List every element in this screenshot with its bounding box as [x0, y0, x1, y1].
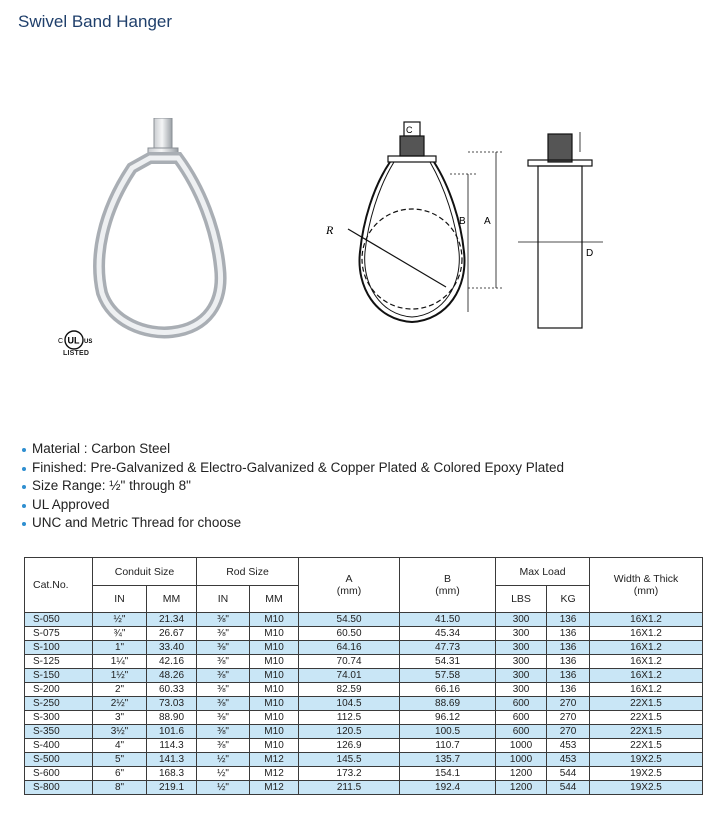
table-row	[25, 739, 703, 753]
cell-b: 110.7	[400, 739, 496, 753]
cell-rod-in: ½"	[197, 753, 250, 767]
cell-a: 82.59	[299, 683, 400, 697]
cell-rod-mm: M10	[250, 655, 299, 669]
cell-b: 192.4	[400, 781, 496, 795]
cell-width-thick: 16X1.2	[590, 655, 703, 669]
cell-conduit-in: 3½"	[93, 725, 147, 739]
cell-conduit-mm: 26.67	[147, 627, 197, 641]
cell-cat-no: S-125	[25, 655, 93, 669]
technical-drawing	[318, 112, 608, 342]
col-header-rod-mm: MM	[250, 586, 299, 613]
cell-lbs: 300	[496, 655, 547, 669]
cell-a: 54.50	[299, 613, 400, 627]
col-header-b-label: B	[444, 573, 452, 585]
col-header-a-unit: (mm)	[336, 585, 362, 597]
cell-a: 173.2	[299, 767, 400, 781]
col-header-kg: KG	[547, 586, 590, 613]
cell-kg: 270	[547, 697, 590, 711]
cell-b: 154.1	[400, 767, 496, 781]
cell-rod-mm: M10	[250, 613, 299, 627]
cell-conduit-mm: 60.33	[147, 683, 197, 697]
cell-lbs: 300	[496, 669, 547, 683]
ul-listed-text: LISTED	[63, 350, 90, 357]
cell-rod-mm: M10	[250, 725, 299, 739]
cell-cat-no: S-075	[25, 627, 93, 641]
cell-conduit-in: 6"	[93, 767, 147, 781]
ul-mark: UL	[67, 335, 80, 346]
cell-kg: 453	[547, 753, 590, 767]
ul-listed-logo	[56, 326, 100, 352]
cell-width-thick: 19X2.5	[590, 767, 703, 781]
cell-a: 145.5	[299, 753, 400, 767]
ul-c-mark: C	[58, 338, 64, 345]
col-header-conduit-in: IN	[93, 586, 147, 613]
table-row	[25, 753, 703, 767]
label-b: B	[459, 216, 466, 227]
cell-width-thick: 16X1.2	[590, 669, 703, 683]
cell-kg: 136	[547, 627, 590, 641]
cell-rod-in: ⅜"	[197, 725, 250, 739]
cell-width-thick: 16X1.2	[590, 627, 703, 641]
cell-b: 54.31	[400, 655, 496, 669]
cell-conduit-in: 1"	[93, 641, 147, 655]
cell-conduit-mm: 101.6	[147, 725, 197, 739]
col-header-rod-in: IN	[197, 586, 250, 613]
cell-conduit-mm: 33.40	[147, 641, 197, 655]
cell-width-thick: 22X1.5	[590, 711, 703, 725]
feature-item-ul-approved: UL Approved	[22, 496, 564, 515]
cell-rod-in: ⅜"	[197, 627, 250, 641]
cell-rod-mm: M10	[250, 627, 299, 641]
table-row	[25, 711, 703, 725]
cell-b: 57.58	[400, 669, 496, 683]
cell-lbs: 1200	[496, 767, 547, 781]
cell-cat-no: S-050	[25, 613, 93, 627]
cell-conduit-in: 1½"	[93, 669, 147, 683]
col-header-b	[400, 558, 496, 613]
cell-lbs: 300	[496, 627, 547, 641]
cell-rod-in: ⅜"	[197, 669, 250, 683]
table-row	[25, 683, 703, 697]
col-header-a-label: A	[345, 573, 353, 585]
cell-kg: 453	[547, 739, 590, 753]
label-d: D	[586, 248, 594, 259]
cell-rod-mm: M10	[250, 641, 299, 655]
ul-us-mark: US	[84, 339, 93, 345]
cell-lbs: 1000	[496, 739, 547, 753]
feature-item-material: Material : Carbon Steel	[22, 440, 564, 459]
cell-conduit-in: 5"	[93, 753, 147, 767]
feature-item-size-range: Size Range: ½" through 8"	[22, 477, 564, 496]
cell-conduit-in: ¾"	[93, 627, 147, 641]
cell-rod-mm: M10	[250, 739, 299, 753]
cell-b: 41.50	[400, 613, 496, 627]
cell-a: 112.5	[299, 711, 400, 725]
cell-cat-no: S-200	[25, 683, 93, 697]
cell-a: 70.74	[299, 655, 400, 669]
label-r: R	[326, 223, 334, 237]
cell-cat-no: S-400	[25, 739, 93, 753]
cell-rod-in: ⅜"	[197, 711, 250, 725]
spec-table	[24, 557, 703, 795]
col-header-width-thick-unit: (mm)	[633, 585, 659, 597]
cell-kg: 136	[547, 683, 590, 697]
cell-width-thick: 19X2.5	[590, 753, 703, 767]
cell-rod-in: ⅜"	[197, 613, 250, 627]
cell-b: 100.5	[400, 725, 496, 739]
cell-conduit-mm: 48.26	[147, 669, 197, 683]
cell-cat-no: S-150	[25, 669, 93, 683]
table-row	[25, 655, 703, 669]
cell-rod-mm: M10	[250, 711, 299, 725]
cell-rod-mm: M10	[250, 669, 299, 683]
cell-rod-mm: M12	[250, 767, 299, 781]
cell-lbs: 1000	[496, 753, 547, 767]
cell-conduit-in: 4"	[93, 739, 147, 753]
cell-kg: 136	[547, 655, 590, 669]
cell-cat-no: S-800	[25, 781, 93, 795]
table-row	[25, 613, 703, 627]
col-header-a	[299, 558, 400, 613]
cell-kg: 544	[547, 781, 590, 795]
cell-a: 64.16	[299, 641, 400, 655]
cell-a: 120.5	[299, 725, 400, 739]
cell-b: 47.73	[400, 641, 496, 655]
cell-conduit-mm: 168.3	[147, 767, 197, 781]
cell-a: 74.01	[299, 669, 400, 683]
cell-conduit-in: 8"	[93, 781, 147, 795]
cell-conduit-mm: 21.34	[147, 613, 197, 627]
col-header-max-load: Max Load	[496, 558, 590, 586]
cell-lbs: 600	[496, 711, 547, 725]
cell-a: 104.5	[299, 697, 400, 711]
cell-a: 126.9	[299, 739, 400, 753]
cell-cat-no: S-300	[25, 711, 93, 725]
page-title: Swivel Band Hanger	[18, 12, 173, 31]
product-photo	[92, 118, 242, 340]
table-row	[25, 767, 703, 781]
cell-rod-in: ⅜"	[197, 739, 250, 753]
cell-width-thick: 19X2.5	[590, 781, 703, 795]
cell-conduit-mm: 88.90	[147, 711, 197, 725]
cell-conduit-mm: 114.3	[147, 739, 197, 753]
cell-width-thick: 16X1.2	[590, 683, 703, 697]
cell-b: 88.69	[400, 697, 496, 711]
cell-conduit-mm: 219.1	[147, 781, 197, 795]
cell-rod-in: ⅜"	[197, 655, 250, 669]
cell-cat-no: S-100	[25, 641, 93, 655]
col-header-lbs: LBS	[496, 586, 547, 613]
cell-conduit-in: 2"	[93, 683, 147, 697]
cell-rod-in: ½"	[197, 781, 250, 795]
cell-width-thick: 22X1.5	[590, 697, 703, 711]
cell-conduit-in: 1¼"	[93, 655, 147, 669]
cell-conduit-in: ½"	[93, 613, 147, 627]
cell-kg: 136	[547, 669, 590, 683]
cell-b: 66.16	[400, 683, 496, 697]
cell-kg: 136	[547, 613, 590, 627]
feature-item-thread: UNC and Metric Thread for choose	[22, 514, 564, 533]
cell-kg: 544	[547, 767, 590, 781]
col-header-b-unit: (mm)	[435, 585, 460, 597]
col-header-rod-size: Rod Size	[197, 558, 299, 586]
label-a: A	[484, 216, 491, 227]
cell-width-thick: 22X1.5	[590, 725, 703, 739]
cell-rod-mm: M12	[250, 781, 299, 795]
cell-conduit-mm: 141.3	[147, 753, 197, 767]
cell-lbs: 300	[496, 683, 547, 697]
table-row	[25, 697, 703, 711]
cell-conduit-mm: 73.03	[147, 697, 197, 711]
cell-rod-in: ½"	[197, 767, 250, 781]
label-c: C	[406, 125, 413, 135]
cell-lbs: 600	[496, 697, 547, 711]
feature-list	[22, 440, 564, 533]
cell-a: 211.5	[299, 781, 400, 795]
cell-cat-no: S-250	[25, 697, 93, 711]
cell-rod-mm: M10	[250, 683, 299, 697]
cell-a: 60.50	[299, 627, 400, 641]
cell-b: 135.7	[400, 753, 496, 767]
cell-kg: 270	[547, 725, 590, 739]
cell-width-thick: 16X1.2	[590, 641, 703, 655]
col-header-width-thick-label: Width & Thick	[613, 573, 679, 585]
feature-item-finished: Finished: Pre-Galvanized & Electro-Galvanized & Copper Plated & Colored Epoxy Plated	[22, 459, 564, 478]
cell-width-thick: 22X1.5	[590, 739, 703, 753]
cell-rod-mm: M10	[250, 697, 299, 711]
cell-cat-no: S-600	[25, 767, 93, 781]
cell-b: 45.34	[400, 627, 496, 641]
table-row	[25, 781, 703, 795]
cell-conduit-mm: 42.16	[147, 655, 197, 669]
cell-conduit-in: 2½"	[93, 697, 147, 711]
col-header-width-thick	[590, 558, 703, 613]
table-row	[25, 627, 703, 641]
col-header-conduit-mm: MM	[147, 586, 197, 613]
cell-rod-in: ⅜"	[197, 683, 250, 697]
cell-cat-no: S-350	[25, 725, 93, 739]
cell-rod-in: ⅜"	[197, 697, 250, 711]
cell-kg: 270	[547, 711, 590, 725]
cell-lbs: 600	[496, 725, 547, 739]
table-row	[25, 669, 703, 683]
cell-lbs: 300	[496, 613, 547, 627]
cell-kg: 136	[547, 641, 590, 655]
cell-lbs: 1200	[496, 781, 547, 795]
cell-width-thick: 16X1.2	[590, 613, 703, 627]
col-header-cat-no: Cat.No.	[25, 558, 93, 613]
col-header-conduit-size: Conduit Size	[93, 558, 197, 586]
table-row	[25, 641, 703, 655]
cell-conduit-in: 3"	[93, 711, 147, 725]
cell-lbs: 300	[496, 641, 547, 655]
cell-b: 96.12	[400, 711, 496, 725]
cell-rod-mm: M12	[250, 753, 299, 767]
cell-rod-in: ⅜"	[197, 641, 250, 655]
table-row	[25, 725, 703, 739]
cell-cat-no: S-500	[25, 753, 93, 767]
